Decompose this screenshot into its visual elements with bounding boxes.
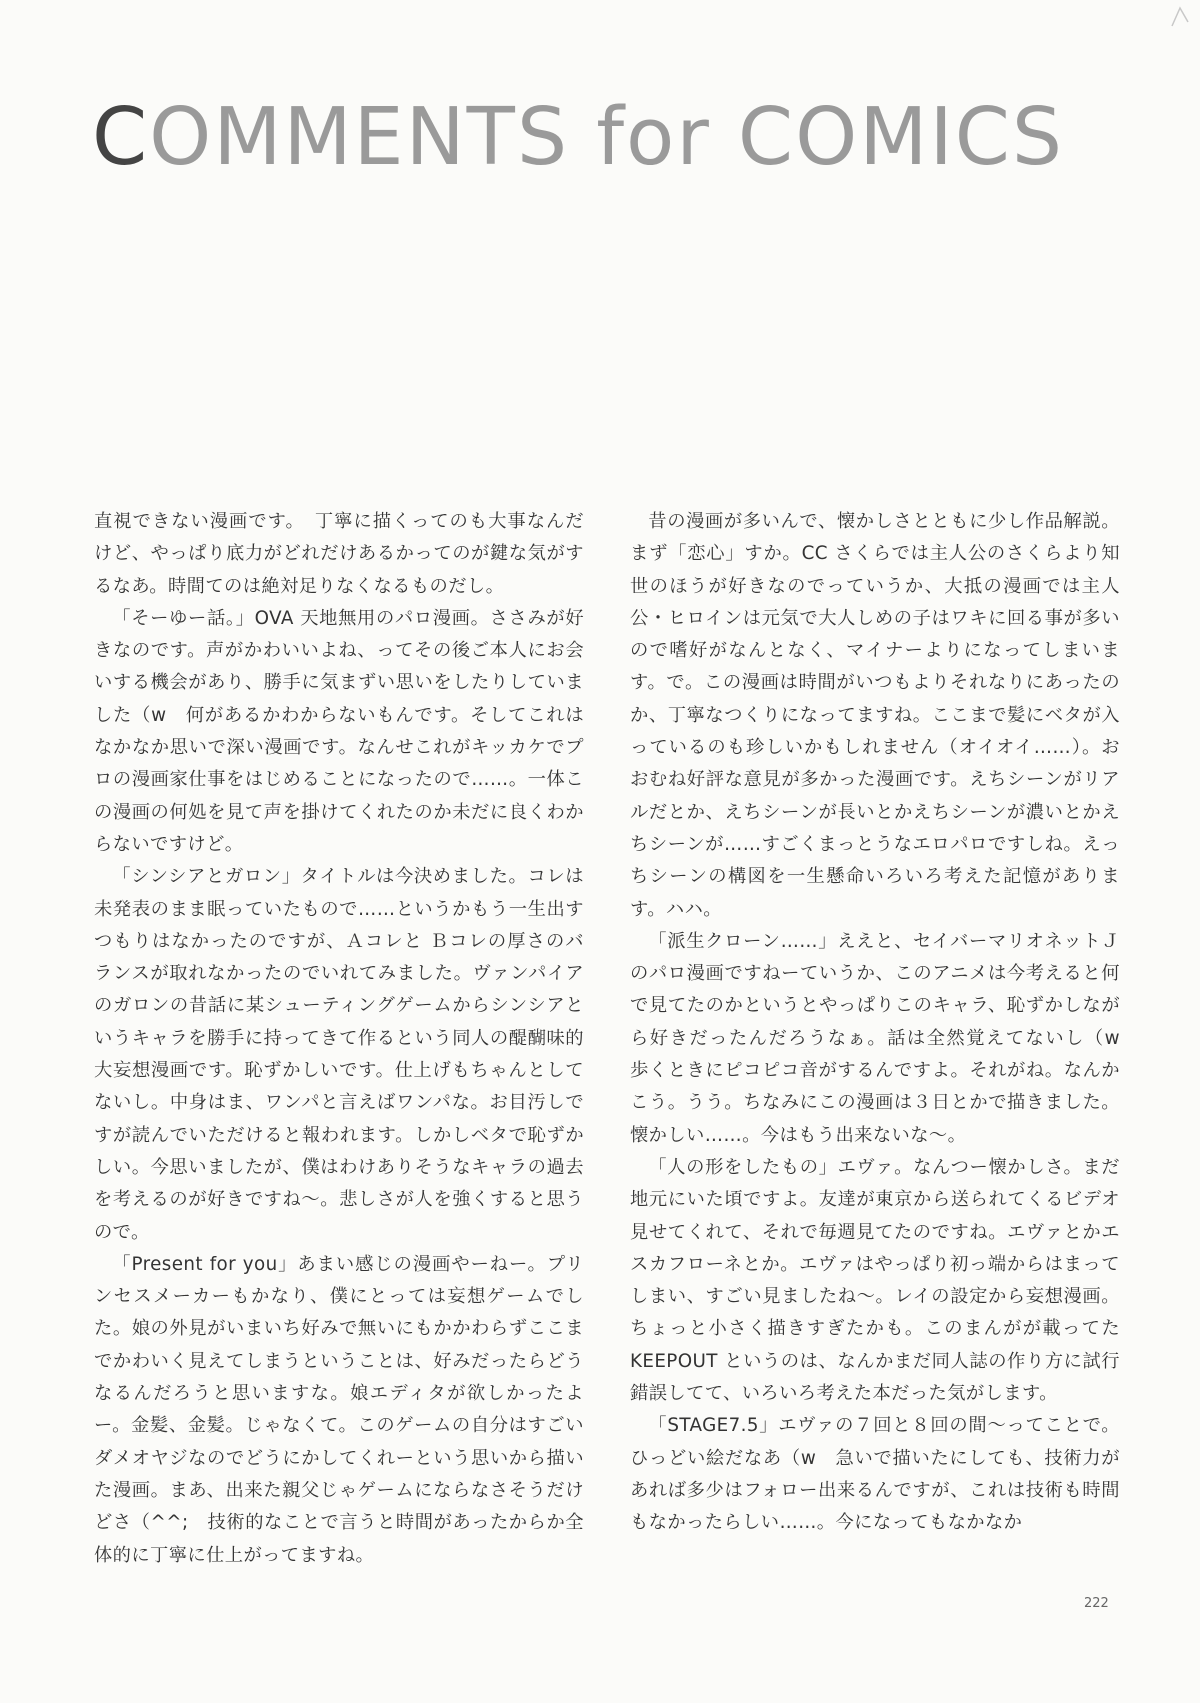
page-number: 222 bbox=[1084, 1596, 1109, 1611]
left-paragraph-1: 直視できない漫画です。 丁寧に描くってのも大事なんだけど、やっぱり底力がどれだけあるかってのが鍵な気がするなあ。時間てのは絶対足りなくなるものだし。 bbox=[94, 511, 584, 597]
right-paragraph-4: 「STAGE7.5」エヴァの７回と８回の間～ってことで。ひっどい絵だなあ（w 急いで描いたにしても、技術力があれば多少はフォロー出来るんですが、これは技術も時間もなかったらしい……。今になってもなかなか bbox=[630, 1415, 1120, 1534]
corner-scan-mark bbox=[1168, 4, 1192, 28]
left-column bbox=[94, 506, 584, 1572]
title-first-letter: C bbox=[92, 91, 150, 183]
page-title bbox=[92, 91, 1122, 183]
right-paragraph-3: 「人の形をしたもの」エヴァ。なんつー懐かしさ。まだ地元にいた頃ですよ。友達が東京から送られてくるビデオ見せてくれて、それで毎週見てたのですね。エヴァとかエスカフローネとか。エヴァはやっぱり初っ端からはまってしまい、すごい見ましたね～。レイの設定から妄想漫画。ちょっと小さく描きすぎたかも。このまんがが載ってた KEEPOUT というのは、なんかまだ同人誌の作り方に試行錯誤してて、いろいろ考えた本だった気がします。 bbox=[630, 1156, 1120, 1405]
title-rest: OMMENTS for COMICS bbox=[149, 91, 1065, 183]
left-paragraph-4: 「Present for you」あまい感じの漫画やーねー。プリンセスメーカーもかなり、僕にとっては妄想ゲームでした。娘の外見がいまいち好みで無いにもかかわらずここまでかわいく見えてしまうということは、好みだったらどうなるんだろうと思いますな。娘エディタが欲しかったよー。金髪、金髪。じゃなくて。このゲームの自分はすごいダメオヤジなのでどうにかしてくれーという思いから描いた漫画。まあ、出来た親父じゃゲームにならなさそうだけどさ（^^; 技術的なことで言うと時間があったからか全体的に丁寧に仕上がってますね。 bbox=[94, 1253, 584, 1566]
right-paragraph-2: 「派生クローン……」ええと、セイバーマリオネットＪのパロ漫画ですねーていうか、このアニメは今考えると何で見てたのかというとやっぱりこのキャラ、恥ずかしながら好きだったんだろうなぁ。話は全然覚えてないし（w 歩くときにピコピコ音がするんですよ。それがね。なんかこう。うう。ちなみにこの漫画は３日とかで描きました。懐かしい……。今はもう出来ないな～。 bbox=[630, 930, 1139, 1146]
right-column bbox=[630, 506, 1139, 1540]
right-paragraph-1: 昔の漫画が多いんで、懐かしさとともに少し作品解説。まず「恋心」すか。CC さくらでは主人公のさくらより知世のほうが好きなのでっていうか、大抵の漫画では主人公・ヒロインは元気で大人しめの子はワキに回る事が多いので嗜好がなんとなく、マイナーよりになってしまいます。で。この漫画は時間がいつもよりそれなりにあったのか、丁寧なつくりになってますね。ここまで髪にベタが入っているのも珍しいかもしれません（オイオイ……）。おおむね好評な意見が多かった漫画です。えちシーンがリアルだとか、えちシーンが長いとかえちシーンが濃いとかえちシーンが……すごくまっとうなエロパロですしね。えっちシーンの構図を一生懸命いろいろ考えた記憶があります。ハハ。 bbox=[630, 511, 1120, 920]
left-paragraph-2: 「そーゆー話。」OVA 天地無用のパロ漫画。ささみが好きなのです。声がかわいいよね、ってその後ご本人にお会いする機会があり、勝手に気まずい思いをしたりしていました（w 何があるかわからないもんです。そしてこれはなかなか思いで深い漫画です。なんせこれがキッカケでプロの漫画家仕事をはじめることになったので……。一体この漫画の何処を見て声を掛けてくれたのか未だに良くわからないですけど。 bbox=[94, 607, 584, 855]
left-paragraph-3: 「シンシアとガロン」タイトルは今決めました。コレは未発表のまま眠っていたもので……というかもう一生出すつもりはなかったのですが、Ａコレと Ｂコレの厚さのバランスが取れなかったのでいれてみました。ヴァンパイアのガロンの昔話に某シューティングゲームからシンシアというキャラを勝手に持ってきて作るという同人の醍醐味的大妄想漫画です。恥ずかしいです。仕上げもちゃんとしてないし。中身はま、ワンパと言えばワンパな。お目汚しですが読んでいただけると報われます。しかしベタで恥ずかしい。今思いましたが、僕はわけありそうなキャラの過去を考えるのが好きですね～。悲しさが人を強くすると思うので。 bbox=[94, 866, 584, 1243]
